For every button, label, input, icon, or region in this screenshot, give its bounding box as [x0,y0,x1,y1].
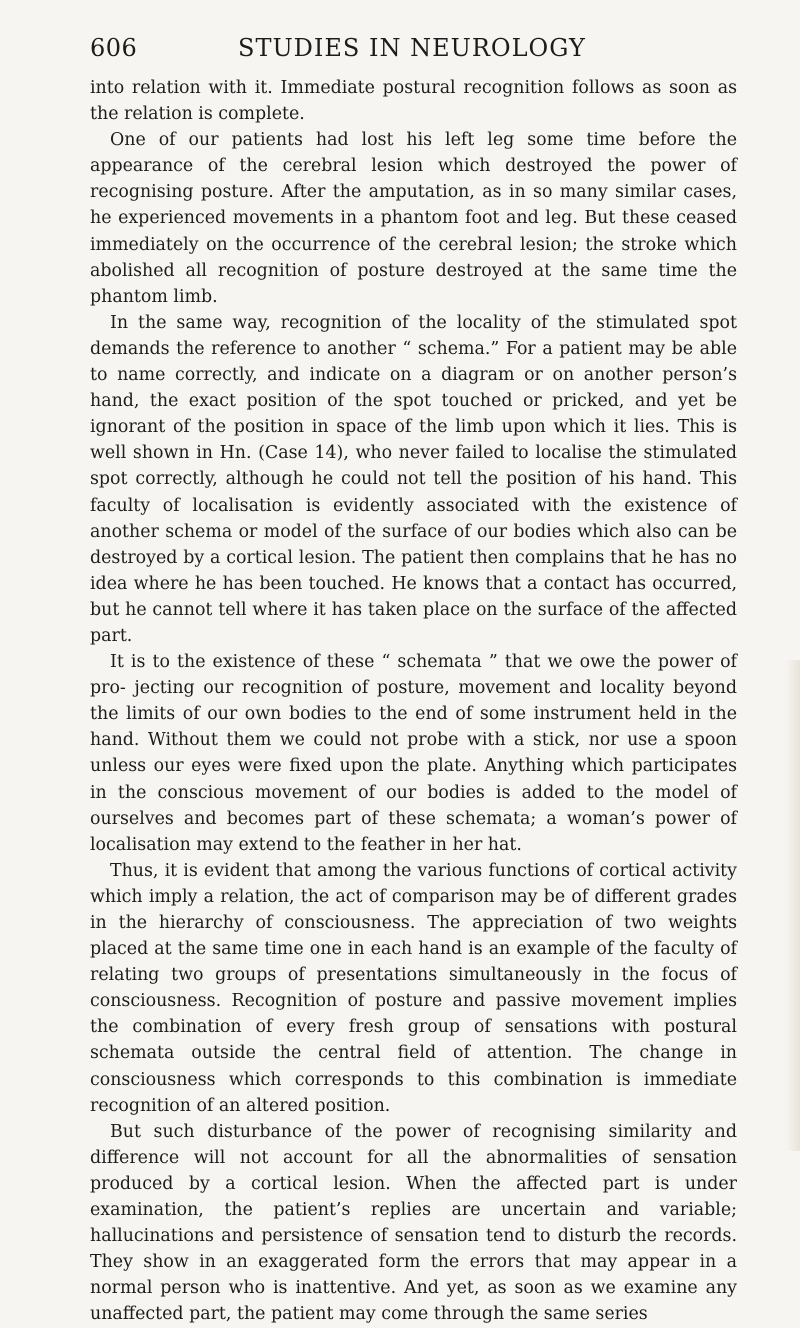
page-header [90,34,730,66]
paragraph-phantom-limb: One of our patients had lost his left leg some time before the appearance of the cerebral lesion which destroyed the power of recognising posture. After the amputation, as in so many similar cases, he experienced movements in a phantom foot and leg. But these ceased immediately on the occurrence of the cerebral lesion; the stroke which abolished all recognition of posture destroyed at the same time the phantom limb. [90,130,737,307]
page-number: 606 [90,34,138,62]
paragraph-localisation-schema: In the same way, recognition of the locality of the stimulated spot demands the reference to another “ schema.” For a patient may be able to name correctly, and indicate on a diagram or on another person’s hand, the exact position of the spot touched or pricked, and yet be ignorant of the position in space of the limb upon which it lies. This is well shown in Hn. (Case 14), who never failed to localise the stimulated spot correctly, although he could not tell the position of his hand. This faculty of localisation is evidently associated with the existence of another schema or model of the surface of our bodies which also can be destroyed by a cortical lesion. The patient then complains that he has no idea where he has been touched. He knows that a contact has occurred, but he cannot tell where it has taken place on the surface of the affected part. [90,312,737,646]
paragraph-comparison-grades: Thus, it is evident that among the various functions of cortical activity which imply a relation, the act of comparison may be of different grades in the hierarchy of consciousness. The appreciation of two weights placed at the same time one in each hand is an example of the faculty of relating two groups of presentations simultaneously in the focus of consciousness. Recognition of posture and passive movement implies the combination of every fresh group of sensations with postural schemata outside the central field of attention. The change in consciousness which corresponds to this combination is immediate recognition of an altered position. [90,860,737,1116]
body-text [90,75,737,1328]
paragraph-schemata-projection: It is to the existence of these “ schemata ” that we owe the power of pro- jecting our recognition of posture, movement and locality beyond the limits of our own bodies to the end of some instrument held in the hand. Without them we could not probe with a stick, nor use a spoon unless our eyes were fixed upon the plate. Anything which participates in the conscious movement of our bodies is added to the model of ourselves and becomes part of these schemata; a woman’s power of localisation may extend to the feather in her hat. [90,652,737,855]
paragraph-continuation: into relation with it. Immediate postural recognition follows as soon as the relation is complete. [90,78,737,125]
paragraph-disturbance: But such disturbance of the power of recognising similarity and difference will not account for all the abnormalities of sensation produced by a cortical lesion. When the affected part is under examination, the patient’s replies are uncertain and variable; hallucinations and persistence of sensation tend to disturb the records. They show in an exaggerated form the errors that may appear in a normal person who is inattentive. And yet, as soon as we examine any unaffected part, the patient may come through the same series [90,1121,737,1325]
running-title: STUDIES IN NEUROLOGY [238,34,586,62]
page-edge-shading [786,660,800,1151]
